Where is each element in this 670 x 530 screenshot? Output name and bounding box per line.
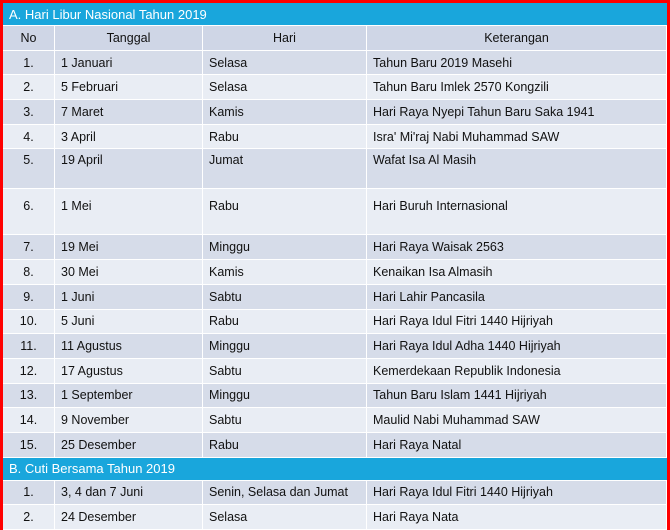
cell-tanggal: 19 Mei <box>55 235 203 260</box>
cell-hari: Sabtu <box>203 285 367 310</box>
cell-keterangan: Wafat Isa Al Masih <box>367 149 667 189</box>
cell-no: 12. <box>3 359 55 384</box>
holiday-table <box>3 3 667 530</box>
cell-no: 7. <box>3 235 55 260</box>
holiday-table-body <box>3 3 667 530</box>
cell-tanggal: 17 Agustus <box>55 359 203 384</box>
cell-hari: Kamis <box>203 100 367 125</box>
cell-hari: Sabtu <box>203 408 367 433</box>
table-row <box>3 384 667 409</box>
cell-hari: Jumat <box>203 149 367 189</box>
cell-hari: Rabu <box>203 310 367 335</box>
cell-hari: Senin, Selasa dan Jumat <box>203 481 367 506</box>
cell-keterangan: Kemerdekaan Republik Indonesia <box>367 359 667 384</box>
cell-keterangan: Kenaikan Isa Almasih <box>367 260 667 285</box>
cell-no: 6. <box>3 189 55 235</box>
table-row <box>3 505 667 530</box>
cell-hari: Selasa <box>203 505 367 530</box>
section-b-title: B. Cuti Bersama Tahun 2019 <box>3 458 667 481</box>
cell-keterangan: Hari Buruh Internasional <box>367 189 667 235</box>
cell-tanggal: 1 September <box>55 384 203 409</box>
cell-tanggal: 7 Maret <box>55 100 203 125</box>
table-row <box>3 51 667 76</box>
table-row <box>3 359 667 384</box>
cell-no: 5. <box>3 149 55 189</box>
header-hari: Hari <box>203 26 367 51</box>
cell-keterangan: Hari Raya Idul Fitri 1440 Hijriyah <box>367 481 667 506</box>
cell-hari: Minggu <box>203 235 367 260</box>
cell-tanggal: 5 Juni <box>55 310 203 335</box>
cell-no: 10. <box>3 310 55 335</box>
cell-keterangan: Tahun Baru Imlek 2570 Kongzili <box>367 75 667 100</box>
table-header-row <box>3 26 667 51</box>
cell-no: 15. <box>3 433 55 458</box>
table-row <box>3 334 667 359</box>
table-row <box>3 433 667 458</box>
header-tanggal: Tanggal <box>55 26 203 51</box>
cell-tanggal: 25 Desember <box>55 433 203 458</box>
cell-tanggal: 1 Januari <box>55 51 203 76</box>
cell-tanggal: 1 Mei <box>55 189 203 235</box>
cell-hari: Minggu <box>203 384 367 409</box>
cell-keterangan: Hari Raya Natal <box>367 433 667 458</box>
cell-keterangan: Maulid Nabi Muhammad SAW <box>367 408 667 433</box>
cell-hari: Selasa <box>203 75 367 100</box>
cell-tanggal: 5 Februari <box>55 75 203 100</box>
table-row <box>3 75 667 100</box>
section-a-bar <box>3 3 667 26</box>
cell-no: 9. <box>3 285 55 310</box>
table-row <box>3 310 667 335</box>
table-row <box>3 408 667 433</box>
section-b-bar <box>3 458 667 481</box>
cell-hari: Rabu <box>203 433 367 458</box>
cell-keterangan: Hari Raya Idul Adha 1440 Hijriyah <box>367 334 667 359</box>
cell-tanggal: 9 November <box>55 408 203 433</box>
cell-tanggal: 3 April <box>55 125 203 150</box>
cell-tanggal: 3, 4 dan 7 Juni <box>55 481 203 506</box>
cell-hari: Minggu <box>203 334 367 359</box>
cell-hari: Rabu <box>203 125 367 150</box>
cell-no: 4. <box>3 125 55 150</box>
cell-no: 2. <box>3 75 55 100</box>
cell-no: 8. <box>3 260 55 285</box>
table-row <box>3 125 667 150</box>
cell-keterangan: Hari Raya Waisak 2563 <box>367 235 667 260</box>
table-row <box>3 285 667 310</box>
cell-hari: Selasa <box>203 51 367 76</box>
cell-no: 3. <box>3 100 55 125</box>
cell-tanggal: 1 Juni <box>55 285 203 310</box>
cell-tanggal: 19 April <box>55 149 203 189</box>
cell-tanggal: 11 Agustus <box>55 334 203 359</box>
cell-keterangan: Tahun Baru 2019 Masehi <box>367 51 667 76</box>
cell-hari: Kamis <box>203 260 367 285</box>
cell-keterangan: Hari Raya Idul Fitri 1440 Hijriyah <box>367 310 667 335</box>
cell-hari: Rabu <box>203 189 367 235</box>
section-a-title: A. Hari Libur Nasional Tahun 2019 <box>3 3 667 26</box>
cell-keterangan: Hari Raya Nata <box>367 505 667 530</box>
table-row <box>3 100 667 125</box>
cell-keterangan: Hari Lahir Pancasila <box>367 285 667 310</box>
cell-keterangan: Hari Raya Nyepi Tahun Baru Saka 1941 <box>367 100 667 125</box>
cell-keterangan: Isra' Mi'raj Nabi Muhammad SAW <box>367 125 667 150</box>
table-row <box>3 481 667 506</box>
table-row <box>3 189 667 235</box>
cell-tanggal: 30 Mei <box>55 260 203 285</box>
cell-keterangan: Tahun Baru Islam 1441 Hijriyah <box>367 384 667 409</box>
table-row <box>3 235 667 260</box>
holiday-table-frame <box>3 3 667 525</box>
cell-no: 1. <box>3 51 55 76</box>
table-row <box>3 260 667 285</box>
cell-no: 1. <box>3 481 55 506</box>
cell-tanggal: 24 Desember <box>55 505 203 530</box>
cell-no: 2. <box>3 505 55 530</box>
cell-hari: Sabtu <box>203 359 367 384</box>
table-row <box>3 149 667 189</box>
header-no: No <box>3 26 55 51</box>
cell-no: 14. <box>3 408 55 433</box>
header-keterangan: Keterangan <box>367 26 667 51</box>
cell-no: 13. <box>3 384 55 409</box>
cell-no: 11. <box>3 334 55 359</box>
